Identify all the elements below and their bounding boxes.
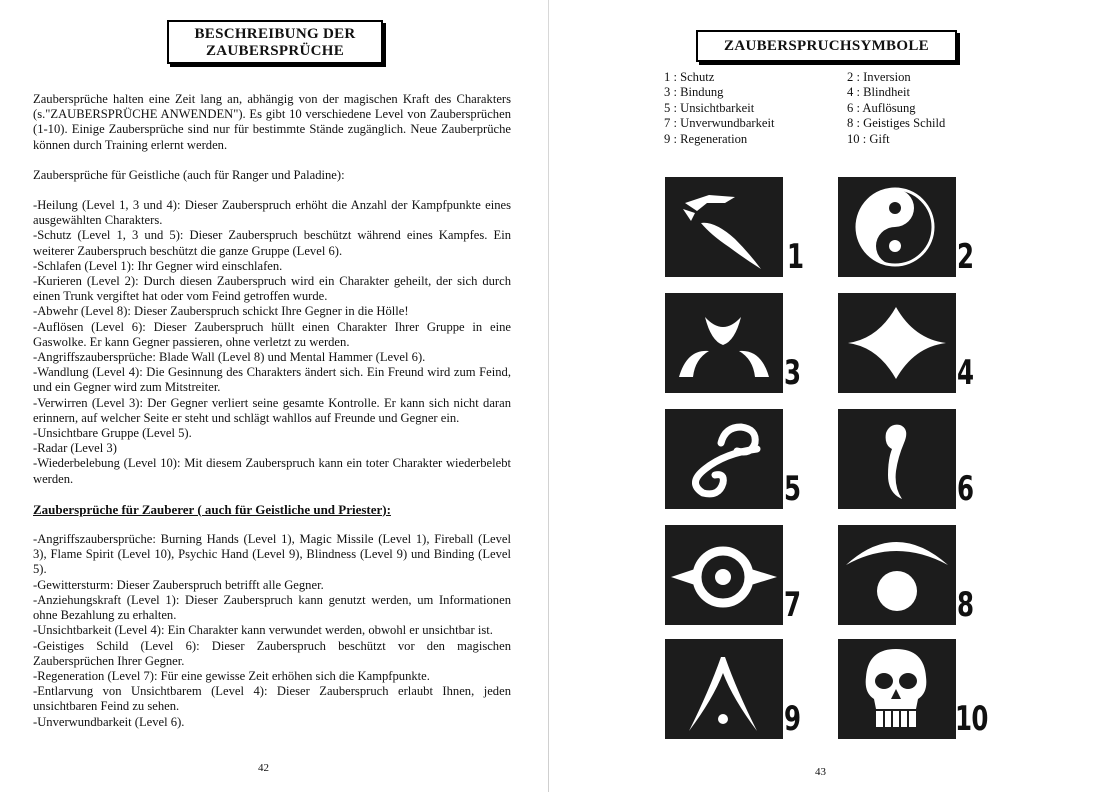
legend-item: 10 : Gift [847,131,890,146]
symbol-tile-8 [838,525,956,625]
left-title-line-1: BESCHREIBUNG DER [194,26,356,42]
symbol-number-8: 8 [957,585,974,625]
symbol-tile-10 [838,639,956,739]
circle-under-arc-icon [838,525,956,625]
symbol-number-10: 10 [955,699,988,739]
geistliche-heading: Zaubersprüche für Geistliche (auch für Ranger und Paladine): [33,167,345,182]
spell-entry: -Anziehungskraft (Level 1): Dieser Zauberspruch kann genutzt werden, um Informationen ohne Bezahlung zu erhalten. [33,592,511,623]
legend-item: 6 : Auflösung [847,100,916,115]
crescent-rune-icon [665,293,783,393]
spell-entry: -Heilung (Level 1, 3 und 4): Dieser Zauberspruch erhöht die Anzahl der Kampfpunkte eines ausgewählten Charakters. [33,198,511,228]
legend-item: 1 : Schutz [664,70,715,84]
symbol-number-4: 4 [957,353,974,393]
symbol-tile-9 [665,639,783,739]
spell-entry: -Kurieren (Level 2): Durch diesen Zauberspruch wird ein Charakter geheilt, der sich durch einen Trunk vergiftet hat oder vom Feind getroffen wurde. [33,274,511,304]
legend-item: 4 : Blindheit [847,85,910,100]
symbol-number-3: 3 [784,353,801,393]
symbol-number-1: 1 [787,237,804,277]
left-page-title [167,20,383,64]
yin-yang-icon [838,177,956,277]
skull-icon [838,639,956,739]
four-point-star-icon [838,293,956,393]
spell-entry: -Unsichtbarkeit (Level 4): Ein Charakter kann verwundet werden, obwohl er unsichtbar ist. [33,623,493,638]
page-number-left: 42 [258,762,269,774]
symbol-tile-2 [838,177,956,277]
symbol-tile-5 [665,409,783,509]
left-page [0,0,548,792]
left-title-line-2: ZAUBERSPRÜCHE [205,43,345,59]
symbol-legend [664,70,984,147]
spell-entry: -Gewittersturm: Dieser Zauberspruch betrifft alle Gegner. [33,577,324,592]
spell-entry: -Abwehr (Level 8): Dieser Zauberspruch schickt Ihre Gegner in die Hölle! [33,304,409,319]
scroll-curl-icon [665,409,783,509]
legend-item: 2 : Inversion [847,70,911,84]
spell-entry: -Angriffszaubersprüche: Blade Wall (Level 8) und Mental Hammer (Level 6). [33,350,426,365]
symbol-number-7: 7 [784,585,801,625]
protection-rune-icon [665,177,783,277]
legend-item: 7 : Unverwundbarkeit [664,116,775,131]
page-number-right: 43 [815,766,826,778]
symbol-number-5: 5 [784,469,801,509]
comma-drop-icon [838,409,956,509]
spell-entry: -Unsichtbare Gruppe (Level 5). [33,426,192,441]
spell-entry: -Regeneration (Level 7): Für eine gewisse Zeit erhöhen sich die Kampfpunkte. [33,668,430,683]
spell-entry: -Verwirren (Level 3): Der Gegner verliert seine gesamte Kontrolle. Er kann sich nicht daran erinnern, auf welcher Seite er steht und schlägt wahllos auf Freunde und Gegner ein. [33,395,511,425]
spell-entry: -Entlarvung von Unsichtbarem (Level 4): Dieser Zauberspruch erlaubt Ihnen, jeden unsichtbaren Feind zu sehen. [33,684,511,714]
symbol-number-9: 9 [784,699,801,739]
eye-ring-icon [665,525,783,625]
symbol-tile-4 [838,293,956,393]
spell-entry: -Auflösen (Level 6): Dieser Zauberspruch hüllt einen Charakter Ihrer Gruppe in eine Gaswolke. Er kann Gegner passieren, ohne verletzt zu werden. [33,319,511,349]
symbol-tile-3 [665,293,783,393]
spell-entry: -Wandlung (Level 4): Die Gesinnung des Charakters ändert sich. Ein Freund wird zum Feind, und ein Gegner wird zum Mitstreiter. [33,365,511,395]
symbol-number-2: 2 [957,237,974,277]
spell-entry: -Radar (Level 3) [33,441,117,456]
symbol-number-6: 6 [957,469,974,509]
spell-descriptions [33,92,511,730]
symbol-tile-6 [838,409,956,509]
symbol-tile-1 [665,177,783,277]
right-page-title: ZAUBERSPRUCHSYMBOLE [696,30,957,62]
peak-dot-icon [665,639,783,739]
spell-entry: -Angriffszaubersprüche: Burning Hands (Level 1), Magic Missile (Level 1), Fireball (Level 3), Flame Spirit (Level 10), Psychic Hand (Level 9), Blindness (Level 9) und Binding (Level 5). [33,532,511,577]
symbol-tile-7 [665,525,783,625]
right-page [549,0,1100,792]
zauberer-heading: Zaubersprüche für Zauberer ( auch für Geistliche und Priester): [33,501,391,517]
spell-entry: -Unverwundbarkeit (Level 6). [33,714,185,729]
intro-paragraph: Zaubersprüche halten eine Zeit lang an, abhängig von der magischen Kraft des Charakters (s."ZAUBERSPRÜCHE ANWENDEN"). Es gibt 10 verschiedene Level von Zaubersprüchen (1-10). Einige Zaubersprüche sind nur für bestimmte Stände zugänglich. Neue Zauberprüche können durch Training erlernt werden. [33,92,511,152]
legend-item: 5 : Unsichtbarkeit [664,100,755,115]
spell-entry: -Wiederbelebung (Level 10): Mit diesem Zauberspruch kann ein toter Charakter wiederbelebt werden. [33,456,511,486]
legend-item: 8 : Geistiges Schild [847,116,946,131]
spell-entry: -Schutz (Level 1, 3 und 5): Dieser Zauberspruch beschützt während eines Kampfes. Ein weiterer Zauberspruch beschützt die ganze Gruppe (Level 6). [33,228,511,258]
legend-item: 3 : Bindung [664,85,724,100]
legend-item: 9 : Regeneration [664,131,748,146]
spell-entry: -Geistiges Schild (Level 6): Dieser Zauberspruch beschützt vor den magischen Zaubersprüchen Ihrer Gegner. [33,638,511,668]
spell-entry: -Schlafen (Level 1): Ihr Gegner wird einschlafen. [33,258,283,273]
